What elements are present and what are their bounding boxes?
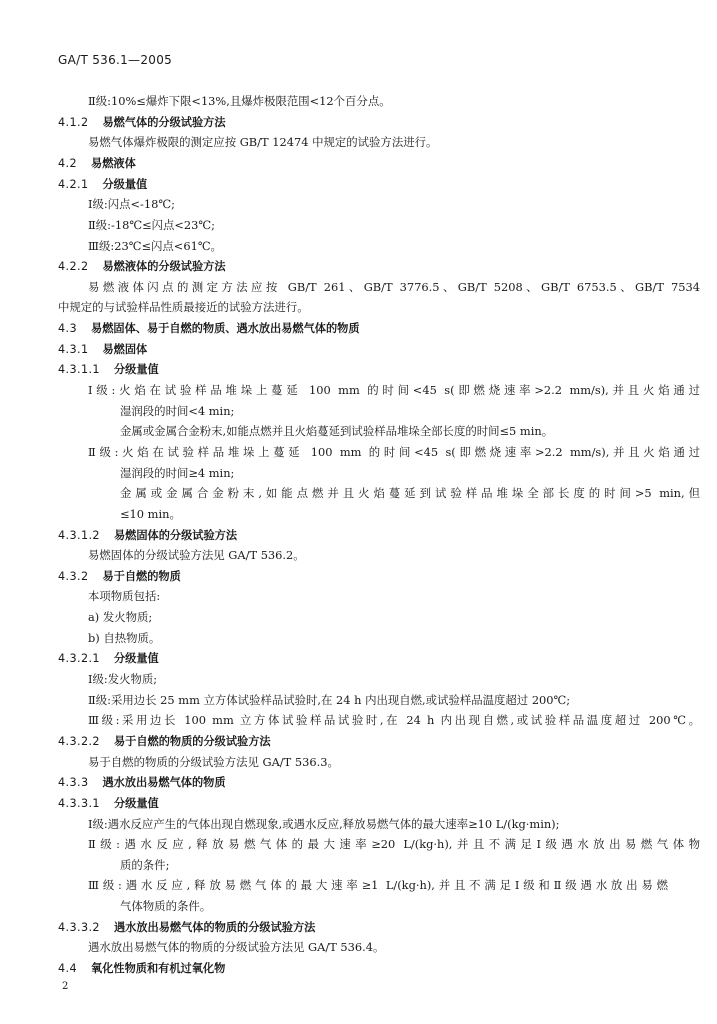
standard-code-header: GA/T 536.1—2005: [58, 53, 173, 67]
body-text-line: Ⅰ级:发火物质;: [88, 672, 158, 686]
section-number: 4.3.3: [58, 776, 89, 790]
body-text-line: Ⅱ级:-18℃≤闪点<23℃;: [88, 217, 215, 232]
section-title: 分级量值: [102, 177, 148, 191]
body-text-line: 遇水放出易燃气体的物质的分级试验方法见 GA/T 536.4。: [88, 940, 385, 955]
section-title: 遇水放出易燃气体的物质: [102, 776, 226, 790]
body-text-line: a) 发火物质;: [88, 610, 153, 625]
body-text-line: b) 自热物质。: [88, 630, 161, 645]
section-heading: [58, 922, 315, 933]
page-number: 2: [62, 981, 69, 992]
section-title: 易燃液体: [91, 156, 136, 170]
body-text-line: 易燃固体的分级试验方法见 GA/T 536.2。: [88, 548, 305, 563]
section-heading: [58, 261, 226, 272]
body-text-line: 易燃气体爆炸极限的测定应按 GB/T 12474 中规定的试验方法进行。: [88, 135, 438, 150]
section-title: 分级量值: [113, 796, 159, 810]
section-title: 易燃液体的分级试验方法: [102, 260, 226, 274]
section-heading: [58, 117, 226, 128]
body-text-line: Ⅱ级:10%≤爆炸下限<13%,且爆炸极限范围<12个百分点。: [88, 94, 391, 108]
section-heading: [58, 963, 225, 974]
section-number: 4.2.1: [58, 177, 89, 191]
body-text-line: Ⅲ级:采用边长 100 mm 立方体试验样品试验时,在 24 h 内出现自燃,或试验样品温度超过 200℃。: [88, 713, 700, 728]
section-number: 4.1.2: [58, 115, 89, 129]
section-number: 4.3.1.2: [58, 528, 100, 542]
section-title: 易燃固体: [102, 342, 148, 356]
body-text-line: 金属或金属合金粉末,如能点燃并且火焰蔓延到试验样品堆垛全部长度的时间>5 min,但: [120, 486, 700, 501]
body-text-line: 本项物质包括:: [88, 589, 161, 604]
section-title: 易于自燃的物质的分级试验方法: [113, 734, 271, 748]
section-number: 4.3.1: [58, 342, 89, 356]
section-number: 4.2: [58, 156, 77, 170]
body-text-line: Ⅱ级:火焰在试验样品堆垛上蔓延 100 mm 的时间<45 s(即燃烧速率>2.2 mm/s),并且火焰通过: [88, 444, 700, 459]
section-title: 易燃固体的分级试验方法: [113, 528, 238, 542]
section-heading: [58, 158, 136, 169]
body-text-line: 金属或金属合金粉末,如能点燃并且火焰蔓延到试验样品堆垛全部长度的时间≤5 min。: [120, 424, 554, 439]
section-title: 遇水放出易燃气体的物质的分级试验方法: [113, 920, 316, 934]
body-text-line: Ⅰ级:火焰在试验样品堆垛上蔓延 100 mm 的时间<45 s(即燃烧速率>2.2 mm/s),并且火焰通过: [88, 383, 700, 397]
body-text-line: 湿润段的时间<4 min;: [120, 403, 235, 418]
body-text-line: 气体物质的条件。: [120, 899, 212, 914]
body-text-line: Ⅱ级:采用边长 25 mm 立方体试验样品试验时,在 24 h 内出现自燃,或试验样品温度超过 200℃;: [88, 692, 571, 707]
section-heading: [58, 364, 159, 375]
section-title: 易燃固体、易于自燃的物质、遇水放出易燃气体的物质: [91, 322, 360, 336]
section-number: 4.3.1.1: [58, 363, 100, 377]
section-heading: [58, 323, 360, 334]
section-number: 4.3.2.2: [58, 734, 100, 748]
section-heading: [58, 798, 159, 809]
body-text-line: Ⅱ级:遇水反应,释放易燃气体的最大速率≥20 L/(kg·h),并且不满足Ⅰ级遇水放出易燃气体物: [88, 837, 700, 852]
section-title: 分级量值: [113, 652, 159, 666]
body-text-line: 湿润段的时间≥4 min;: [120, 465, 235, 480]
section-number: 4.3: [58, 322, 77, 336]
section-heading: [58, 179, 147, 190]
body-text-line: Ⅲ级:23℃≤闪点<61℃。: [88, 238, 222, 253]
body-text-line: 中规定的与试验样品性质最接近的试验方法进行。: [58, 300, 309, 315]
section-title: 分级量值: [113, 363, 159, 377]
section-number: 4.3.2.1: [58, 652, 100, 666]
body-text-line: 质的条件;: [120, 857, 170, 872]
section-number: 4.2.2: [58, 260, 89, 274]
section-number: 4.3.3.1: [58, 796, 100, 810]
section-heading: [58, 653, 159, 664]
body-text-line: 易燃液体闪点的测定方法应按 GB/T 261、GB/T 3776.5、GB/T 5208、GB/T 6753.5、GB/T 7534: [88, 279, 700, 294]
body-text-line: Ⅰ级:闪点<-18℃;: [88, 197, 175, 212]
section-heading: [58, 571, 181, 582]
section-heading: [58, 530, 237, 541]
body-text-line: Ⅲ级:遇水反应,释放易燃气体的最大速率≥1 L/(kg·h),并且不满足Ⅰ级和Ⅱ级遇水放出易燃: [88, 878, 668, 893]
body-text-line: Ⅰ级:遇水反应产生的气体出现自燃现象,或遇水反应,释放易燃气体的最大速率≥10 L/(kg·min);: [88, 816, 560, 831]
body-text-line: ≤10 min。: [120, 506, 181, 521]
section-heading: [58, 777, 226, 788]
section-title: 易燃气体的分级试验方法: [102, 115, 226, 129]
section-heading: [58, 344, 147, 355]
section-number: 4.3.3.2: [58, 920, 100, 934]
section-title: 氧化性物质和有机过氧化物: [91, 962, 226, 975]
body-text-line: 易于自燃的物质的分级试验方法见 GA/T 536.3。: [88, 754, 339, 769]
section-title: 易于自燃的物质: [102, 569, 181, 583]
section-number: 4.4: [58, 962, 77, 975]
section-heading: [58, 736, 271, 747]
section-number: 4.3.2: [58, 569, 89, 583]
